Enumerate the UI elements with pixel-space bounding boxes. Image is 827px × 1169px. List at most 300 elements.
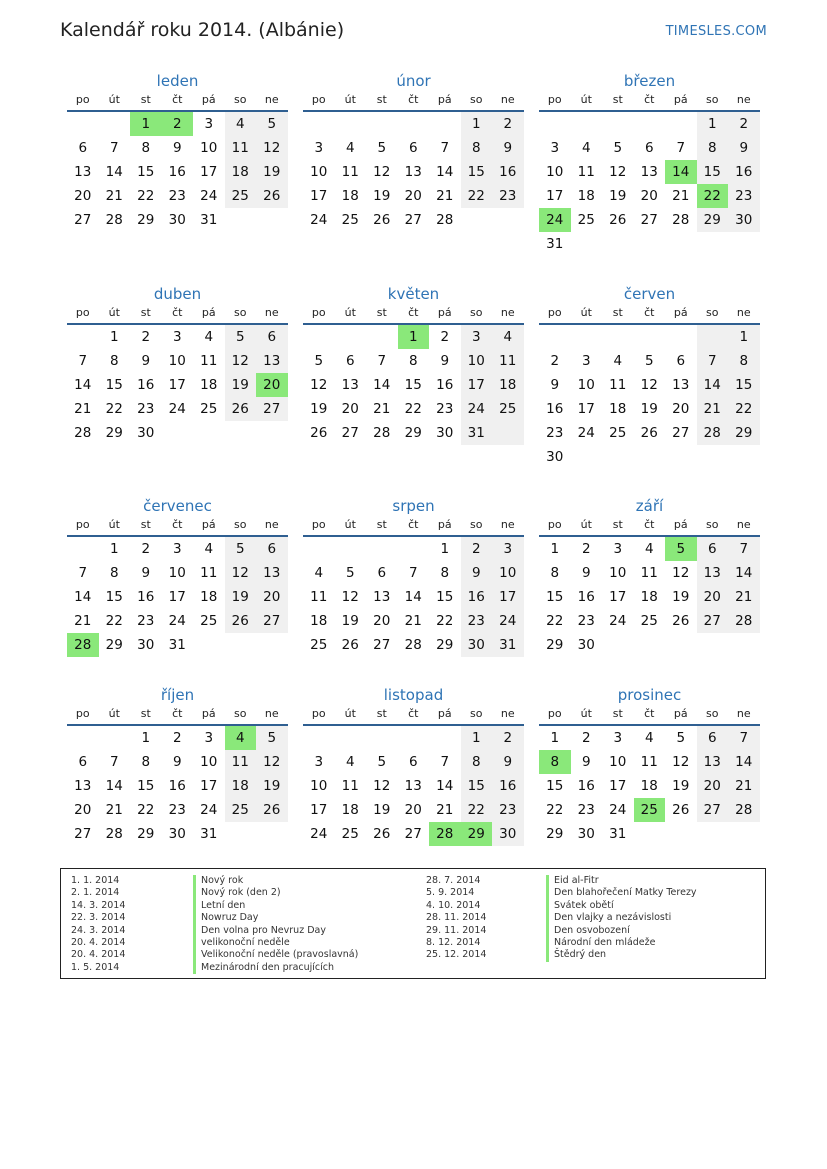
weekday-label: so — [706, 93, 719, 106]
week-row — [67, 822, 288, 846]
empty-cell — [728, 633, 760, 657]
day-cell: 14 — [436, 778, 454, 794]
day-cell: 2 — [461, 537, 493, 561]
day-cell: 5 — [644, 353, 654, 369]
day-cell: 14 — [728, 561, 760, 585]
day-cell: 22 — [105, 401, 123, 417]
weekday-label: po — [311, 707, 326, 720]
day-cell: 21 — [672, 188, 690, 204]
day-cell: 8 — [728, 349, 760, 373]
day-cell: 2 — [141, 541, 151, 557]
day-cell: 31 — [200, 212, 218, 228]
legend-date: 5. 9. 2014 — [426, 887, 475, 899]
week-row — [67, 349, 288, 373]
day-cell: 16 — [436, 377, 454, 393]
holiday-day-cell: 20 — [256, 373, 288, 397]
week-row — [67, 136, 288, 160]
week-row — [67, 585, 288, 609]
weekday-label: út — [580, 306, 592, 319]
day-cell: 26 — [373, 826, 391, 842]
day-cell: 5 — [225, 325, 257, 349]
day-cell: 10 — [577, 377, 595, 393]
empty-cell — [256, 633, 288, 657]
week-row — [539, 373, 760, 397]
day-cell: 21 — [728, 585, 760, 609]
day-cell: 12 — [373, 778, 391, 794]
empty-cell — [665, 822, 697, 846]
day-cell: 22 — [137, 188, 155, 204]
weekday-label: pá — [201, 518, 216, 531]
month-name: srpen — [392, 497, 435, 515]
day-cell: 16 — [461, 585, 493, 609]
legend-date: 20. 4. 2014 — [71, 936, 126, 948]
legend-date: 2. 1. 2014 — [71, 887, 120, 899]
day-cell: 15 — [697, 160, 729, 184]
month-8 — [303, 495, 524, 657]
weekday-label: ne — [500, 93, 515, 106]
day-cell: 26 — [256, 798, 288, 822]
weekday-label: út — [108, 518, 120, 531]
day-cell: 21 — [74, 613, 92, 629]
empty-cell — [225, 633, 257, 657]
day-cell: 25 — [609, 425, 627, 441]
day-cell: 15 — [404, 377, 422, 393]
empty-cell — [67, 726, 99, 750]
day-cell: 16 — [577, 589, 595, 605]
holiday-day-cell: 28 — [429, 822, 461, 846]
day-cell: 26 — [225, 609, 257, 633]
day-cell: 9 — [492, 136, 524, 160]
day-cell: 12 — [310, 377, 328, 393]
weekday-label: čt — [644, 306, 655, 319]
day-cell: 1 — [141, 730, 151, 746]
day-cell: 25 — [225, 798, 257, 822]
day-cell: 1 — [461, 112, 493, 136]
empty-cell — [225, 421, 257, 445]
day-cell: 21 — [373, 401, 391, 417]
day-cell: 17 — [577, 401, 595, 417]
day-cell: 10 — [310, 164, 328, 180]
day-cell: 28 — [672, 212, 690, 228]
day-cell: 23 — [461, 609, 493, 633]
day-cell: 25 — [577, 212, 595, 228]
day-cell: 18 — [609, 401, 627, 417]
month-11 — [303, 684, 524, 846]
empty-cell — [99, 726, 131, 750]
day-cell: 12 — [225, 349, 257, 373]
legend-holiday-name: Letní den — [193, 900, 358, 912]
weekday-label: út — [344, 707, 356, 720]
day-cell: 27 — [256, 397, 288, 421]
day-cell: 3 — [550, 140, 560, 156]
day-cell: 19 — [341, 613, 359, 629]
day-cell: 30 — [728, 208, 760, 232]
day-cell: 18 — [200, 377, 218, 393]
weekday-label: čt — [408, 518, 419, 531]
day-cell: 5 — [377, 754, 387, 770]
day-cell: 15 — [461, 160, 493, 184]
week-row — [539, 609, 760, 633]
day-cell: 5 — [314, 353, 324, 369]
empty-cell — [634, 445, 666, 469]
week-row — [303, 561, 524, 585]
weekday-label: so — [706, 518, 719, 531]
day-cell: 31 — [461, 421, 493, 445]
month-name: červenec — [143, 497, 212, 515]
day-cell: 12 — [256, 136, 288, 160]
legend-right-dates — [426, 875, 486, 962]
day-cell: 23 — [577, 802, 595, 818]
day-cell: 25 — [225, 184, 257, 208]
day-cell: 20 — [672, 401, 690, 417]
holiday-day-cell: 5 — [665, 537, 697, 561]
day-cell: 26 — [225, 397, 257, 421]
day-cell: 24 — [200, 188, 218, 204]
day-cell: 17 — [609, 589, 627, 605]
weekday-label: pá — [437, 306, 452, 319]
empty-cell — [366, 726, 398, 750]
weekday-label: po — [547, 707, 562, 720]
day-cell: 16 — [728, 160, 760, 184]
day-cell: 23 — [168, 802, 186, 818]
empty-cell — [303, 112, 335, 136]
day-cell: 23 — [168, 188, 186, 204]
day-cell: 26 — [310, 425, 328, 441]
day-cell: 6 — [78, 754, 88, 770]
day-cell: 24 — [200, 802, 218, 818]
week-row — [303, 537, 524, 561]
day-cell: 9 — [461, 561, 493, 585]
week-row — [303, 421, 524, 445]
day-cell: 10 — [609, 754, 627, 770]
weekday-label: st — [376, 306, 387, 319]
day-cell: 20 — [74, 188, 92, 204]
legend-holiday-name: Den blahořečení Matky Terezy — [546, 887, 697, 899]
day-cell: 21 — [436, 188, 454, 204]
day-cell: 17 — [310, 188, 328, 204]
weekday-label: st — [612, 306, 623, 319]
day-cell: 7 — [676, 140, 686, 156]
empty-cell — [634, 112, 666, 136]
weekday-header — [303, 518, 524, 537]
day-cell: 31 — [546, 236, 564, 252]
day-cell: 14 — [105, 164, 123, 180]
week-row — [67, 609, 288, 633]
day-cell: 8 — [109, 565, 119, 581]
day-cell: 4 — [204, 329, 214, 345]
day-cell: 21 — [74, 401, 92, 417]
day-cell: 2 — [581, 541, 591, 557]
legend-holiday-name: velikonoční neděle — [193, 937, 358, 949]
weekday-header — [67, 707, 288, 726]
day-cell: 17 — [492, 585, 524, 609]
month-3 — [539, 70, 760, 256]
day-cell: 24 — [609, 802, 627, 818]
month-name: prosinec — [617, 686, 682, 704]
week-row — [67, 112, 288, 136]
day-cell: 11 — [492, 349, 524, 373]
day-cell: 3 — [172, 541, 182, 557]
day-cell: 13 — [256, 349, 288, 373]
empty-cell — [366, 325, 398, 349]
weekday-label: so — [706, 707, 719, 720]
empty-cell — [335, 325, 367, 349]
day-cell: 13 — [672, 377, 690, 393]
empty-cell — [728, 445, 760, 469]
week-row — [67, 397, 288, 421]
week-row — [539, 561, 760, 585]
holiday-day-cell: 2 — [162, 112, 194, 136]
day-cell: 10 — [546, 164, 564, 180]
day-cell: 28 — [404, 637, 422, 653]
day-cell: 13 — [697, 561, 729, 585]
weekday-label: čt — [644, 93, 655, 106]
weekday-label: ne — [500, 306, 515, 319]
empty-cell — [634, 232, 666, 256]
day-cell: 21 — [105, 188, 123, 204]
day-cell: 4 — [345, 754, 355, 770]
empty-cell — [492, 421, 524, 445]
week-row — [67, 325, 288, 349]
day-cell: 2 — [440, 329, 450, 345]
day-cell: 27 — [373, 637, 391, 653]
day-cell: 10 — [200, 754, 218, 770]
empty-cell — [67, 537, 99, 561]
day-cell: 11 — [200, 565, 218, 581]
weekday-label: so — [234, 518, 247, 531]
day-cell: 11 — [310, 589, 328, 605]
day-cell: 19 — [256, 160, 288, 184]
day-cell: 20 — [74, 802, 92, 818]
day-cell: 1 — [461, 726, 493, 750]
legend-holiday-name: Den volna pro Nevruz Day — [193, 925, 358, 937]
weekday-label: út — [580, 707, 592, 720]
day-cell: 28 — [728, 798, 760, 822]
week-row — [303, 349, 524, 373]
empty-cell — [335, 112, 367, 136]
day-cell: 17 — [200, 778, 218, 794]
empty-cell — [697, 232, 729, 256]
day-cell: 23 — [546, 425, 564, 441]
day-cell: 4 — [345, 140, 355, 156]
weekday-label: pá — [201, 707, 216, 720]
day-cell: 20 — [640, 188, 658, 204]
holiday-day-cell: 1 — [130, 112, 162, 136]
legend-right-names — [546, 875, 697, 962]
day-cell: 28 — [697, 421, 729, 445]
day-cell: 25 — [640, 613, 658, 629]
day-cell: 4 — [644, 541, 654, 557]
day-cell: 1 — [440, 541, 450, 557]
day-cell: 21 — [105, 802, 123, 818]
day-cell: 11 — [341, 778, 359, 794]
day-cell: 2 — [728, 112, 760, 136]
week-row — [539, 112, 760, 136]
day-cell: 17 — [310, 802, 328, 818]
week-row — [539, 397, 760, 421]
day-cell: 30 — [577, 637, 595, 653]
day-cell: 6 — [377, 565, 387, 581]
day-cell: 5 — [676, 730, 686, 746]
day-cell: 28 — [436, 212, 454, 228]
empty-cell — [303, 325, 335, 349]
day-cell: 18 — [341, 188, 359, 204]
day-cell: 14 — [74, 589, 92, 605]
day-cell: 23 — [492, 184, 524, 208]
day-cell: 16 — [492, 160, 524, 184]
day-cell: 25 — [310, 637, 328, 653]
empty-cell — [602, 112, 634, 136]
day-cell: 8 — [697, 136, 729, 160]
day-cell: 4 — [204, 541, 214, 557]
day-cell: 6 — [676, 353, 686, 369]
holiday-day-cell: 1 — [398, 325, 430, 349]
day-cell: 19 — [373, 802, 391, 818]
empty-cell — [665, 633, 697, 657]
day-cell: 29 — [137, 212, 155, 228]
day-cell: 6 — [408, 140, 418, 156]
weekday-label: čt — [172, 93, 183, 106]
month-7 — [67, 495, 288, 657]
day-cell: 29 — [436, 637, 454, 653]
weekday-label: út — [344, 518, 356, 531]
day-cell: 4 — [314, 565, 324, 581]
day-cell: 11 — [341, 164, 359, 180]
day-cell: 12 — [640, 377, 658, 393]
day-cell: 16 — [168, 778, 186, 794]
day-cell: 21 — [697, 397, 729, 421]
empty-cell — [697, 325, 729, 349]
empty-cell — [634, 633, 666, 657]
day-cell: 19 — [609, 188, 627, 204]
week-row — [539, 232, 760, 256]
day-cell: 15 — [546, 589, 564, 605]
weekday-label: st — [140, 306, 151, 319]
weekday-label: út — [580, 93, 592, 106]
weekday-label: čt — [172, 306, 183, 319]
day-cell: 26 — [640, 425, 658, 441]
empty-cell — [67, 112, 99, 136]
weekday-label: pá — [673, 306, 688, 319]
day-cell: 10 — [461, 349, 493, 373]
day-cell: 15 — [105, 377, 123, 393]
week-row — [303, 750, 524, 774]
week-row — [303, 184, 524, 208]
empty-cell — [256, 208, 288, 232]
day-cell: 14 — [105, 778, 123, 794]
week-row — [303, 822, 524, 846]
month-5 — [303, 283, 524, 445]
day-cell: 11 — [640, 565, 658, 581]
empty-cell — [335, 726, 367, 750]
day-cell: 29 — [105, 425, 123, 441]
week-row — [67, 750, 288, 774]
day-cell: 10 — [609, 565, 627, 581]
weekday-label: po — [547, 93, 562, 106]
day-cell: 10 — [492, 561, 524, 585]
day-cell: 26 — [373, 212, 391, 228]
empty-cell — [398, 726, 430, 750]
day-cell: 20 — [404, 188, 422, 204]
weekday-label: út — [344, 306, 356, 319]
day-cell: 14 — [74, 377, 92, 393]
holiday-day-cell: 29 — [461, 822, 493, 846]
day-cell: 8 — [109, 353, 119, 369]
weekday-label: ne — [264, 518, 279, 531]
day-cell: 13 — [256, 561, 288, 585]
day-cell: 14 — [728, 750, 760, 774]
day-cell: 14 — [697, 373, 729, 397]
day-cell: 24 — [577, 425, 595, 441]
day-cell: 9 — [172, 140, 182, 156]
day-cell: 22 — [105, 613, 123, 629]
weekday-label: čt — [644, 707, 655, 720]
empty-cell — [366, 112, 398, 136]
day-cell: 31 — [168, 637, 186, 653]
day-cell: 22 — [436, 613, 454, 629]
empty-cell — [697, 822, 729, 846]
day-cell: 25 — [341, 212, 359, 228]
weekday-header — [539, 518, 760, 537]
empty-cell — [571, 325, 603, 349]
month-6 — [539, 283, 760, 469]
week-row — [539, 726, 760, 750]
week-row — [539, 750, 760, 774]
weekday-label: pá — [437, 518, 452, 531]
weekday-label: ne — [500, 707, 515, 720]
day-cell: 20 — [341, 401, 359, 417]
weekday-label: po — [75, 306, 90, 319]
holiday-day-cell: 25 — [634, 798, 666, 822]
day-cell: 1 — [109, 541, 119, 557]
legend-holiday-name: Národní den mládeže — [546, 937, 697, 949]
legend-holiday-name: Den osvobození — [546, 925, 697, 937]
weekday-label: st — [140, 707, 151, 720]
day-cell: 12 — [672, 754, 690, 770]
month-name: duben — [153, 285, 202, 303]
week-row — [67, 561, 288, 585]
day-cell: 30 — [137, 425, 155, 441]
day-cell: 30 — [168, 212, 186, 228]
day-cell: 18 — [640, 589, 658, 605]
weekday-label: pá — [201, 306, 216, 319]
empty-cell — [67, 325, 99, 349]
day-cell: 18 — [200, 589, 218, 605]
brand-link[interactable]: TIMESLES.COM — [665, 24, 767, 39]
legend-holiday-name: Velikonoční neděle (pravoslavná) — [193, 949, 358, 961]
legend-date: 20. 4. 2014 — [71, 949, 126, 961]
day-cell: 7 — [440, 140, 450, 156]
empty-cell — [99, 112, 131, 136]
day-cell: 5 — [613, 140, 623, 156]
day-cell: 25 — [200, 613, 218, 629]
month-name: červen — [623, 285, 676, 303]
empty-cell — [429, 112, 461, 136]
week-row — [539, 184, 760, 208]
legend-date: 28. 11. 2014 — [426, 912, 487, 924]
day-cell: 16 — [137, 377, 155, 393]
weekday-label: st — [612, 93, 623, 106]
day-cell: 26 — [341, 637, 359, 653]
day-cell: 22 — [461, 798, 493, 822]
weekday-label: so — [470, 306, 483, 319]
empty-cell — [728, 822, 760, 846]
weekday-header — [303, 707, 524, 726]
day-cell: 19 — [225, 585, 257, 609]
weekday-label: po — [75, 93, 90, 106]
week-row — [303, 373, 524, 397]
week-row — [67, 774, 288, 798]
